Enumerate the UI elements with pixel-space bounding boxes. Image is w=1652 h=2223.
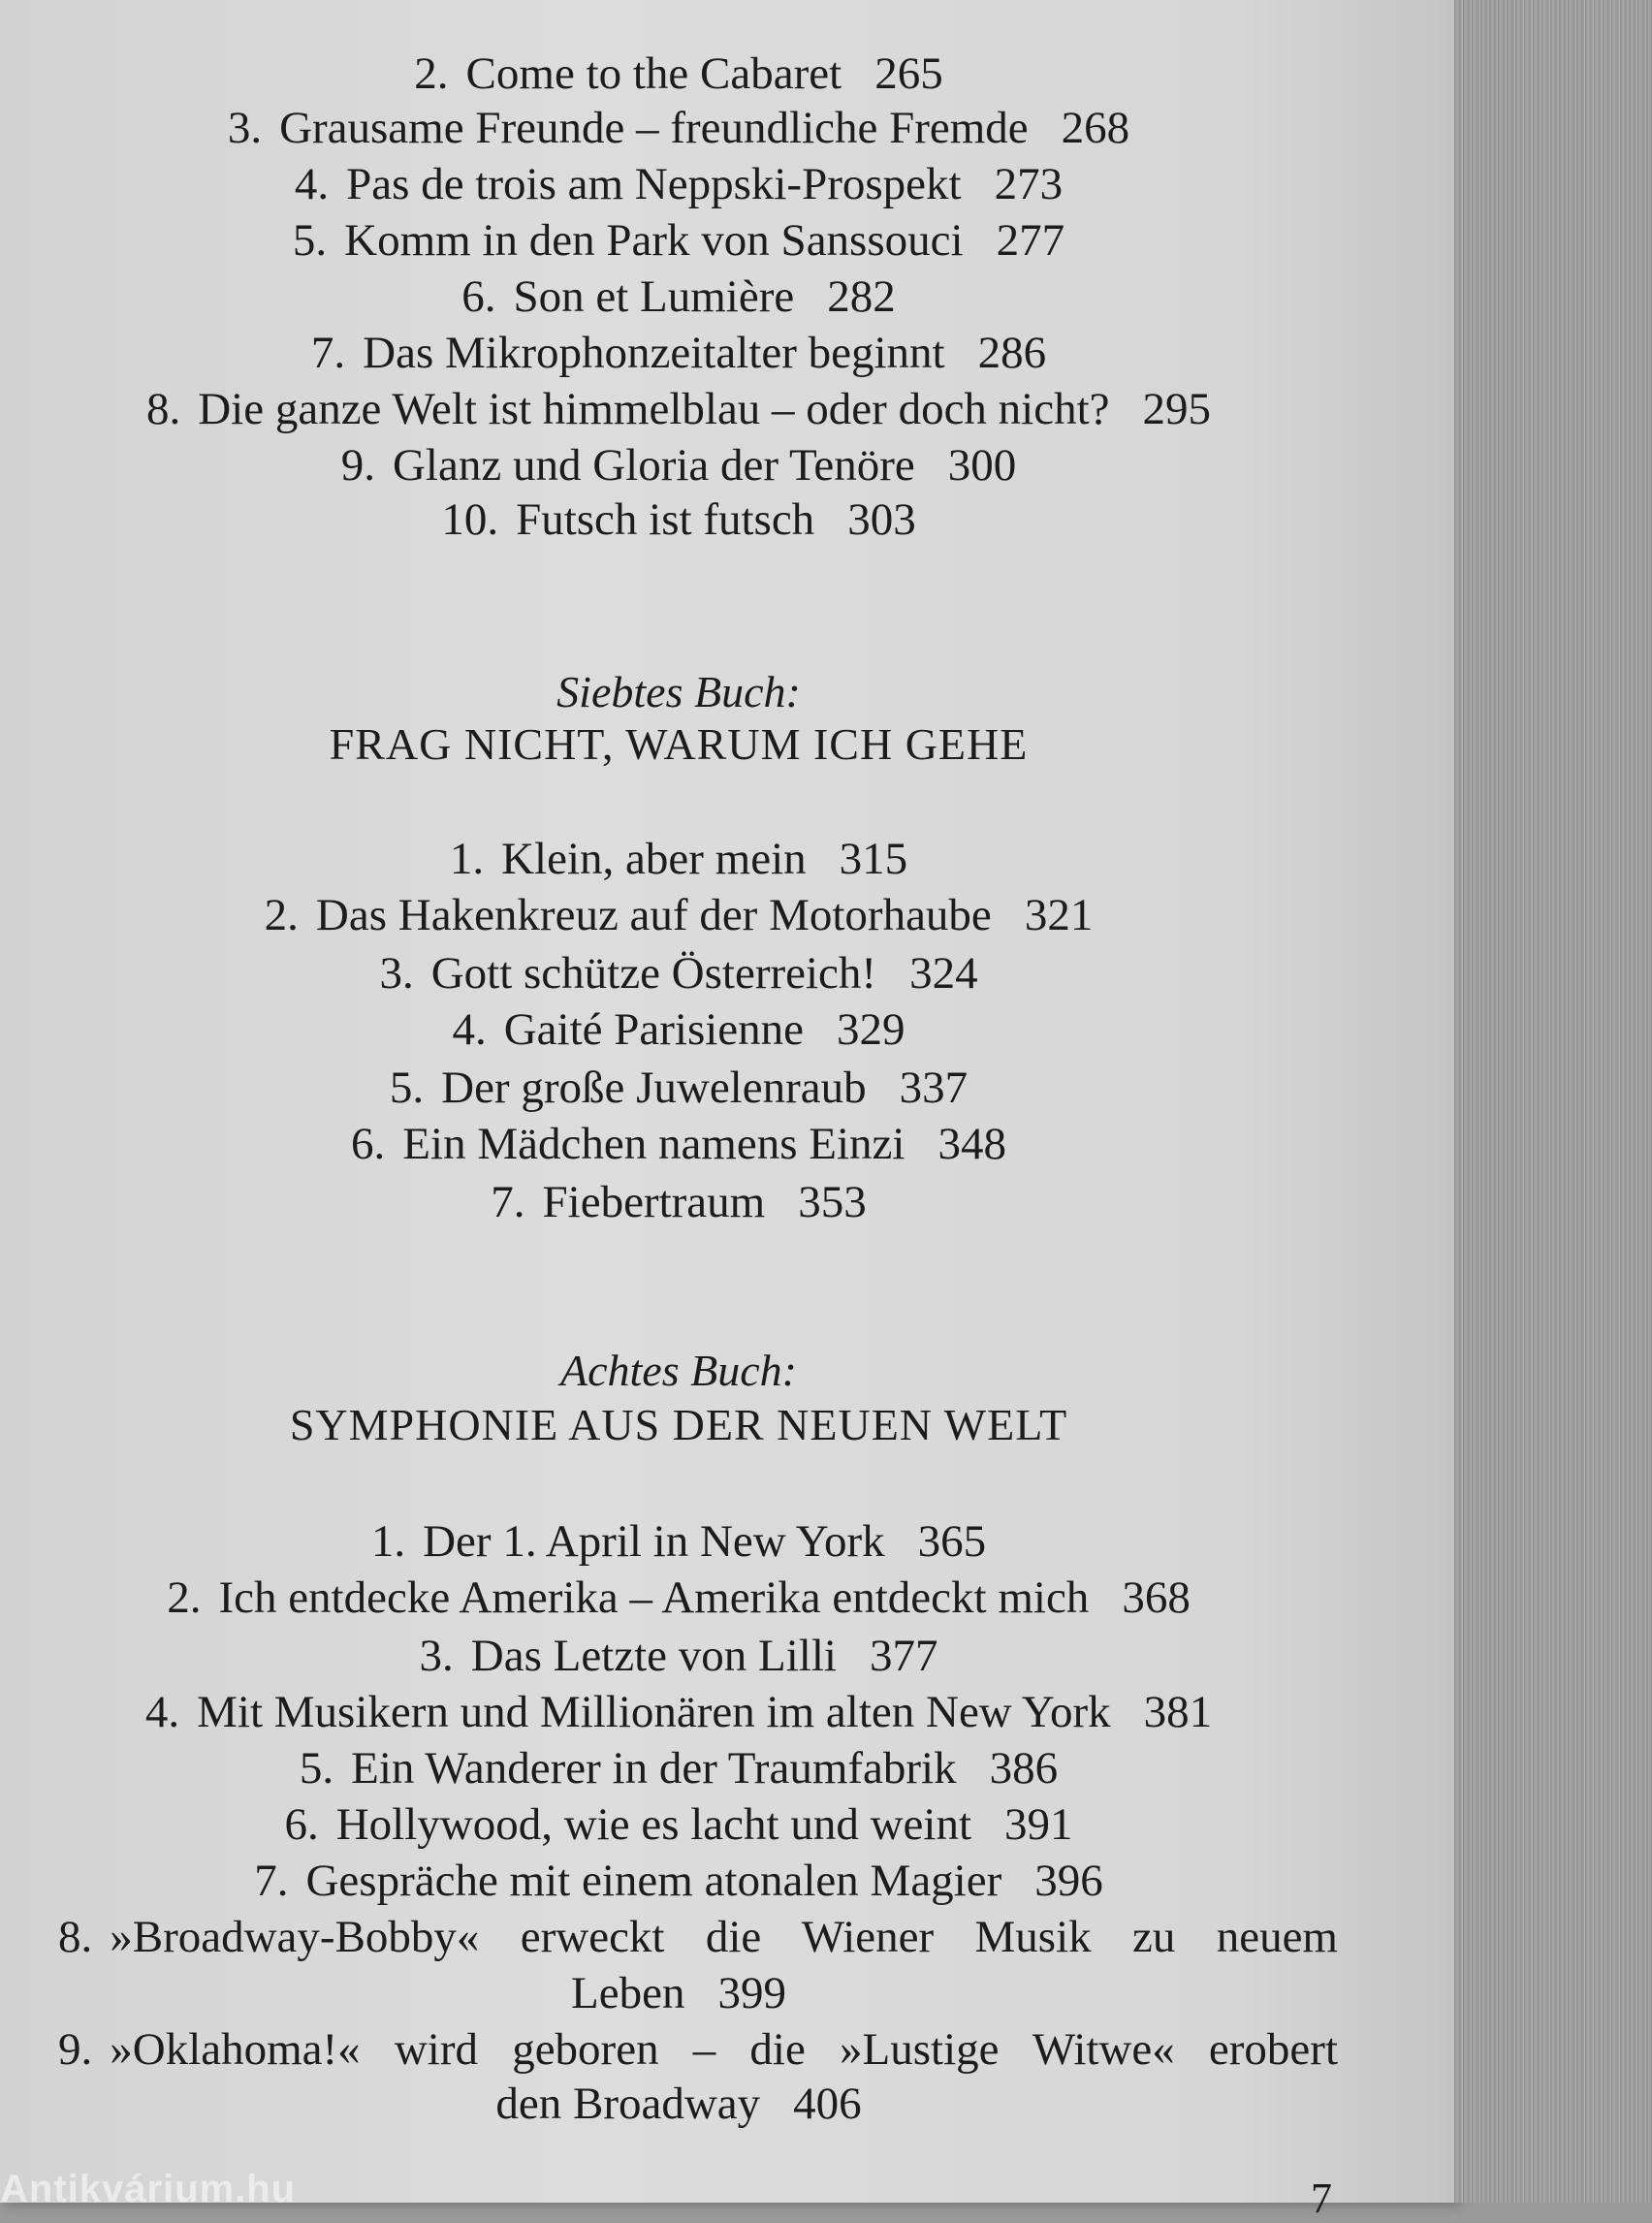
toc-entry: 5. Der große Juwelenraub 337 [389,1063,969,1113]
book-title: SYMPHONIE AUS DER NEUEN WELT [289,1400,1068,1449]
toc-entry-line1: 8. »Broadway-Bobby« erweckt die Wiener Musik zu neuem [58,1912,1338,1962]
toc-entry: 5. Komm in den Park von Sanssouci 277 [292,215,1065,266]
toc-entry: 2. Come to the Cabaret 265 [414,48,943,99]
book-title: FRAG NICHT, WARUM ICH GEHE [329,719,1029,769]
toc-entry-line1: 9. »Oklahoma!« wird geboren – die »Lustige Witwe« erobert [58,2024,1338,2075]
toc-entry: 10. Futsch ist futsch 303 [441,494,916,545]
toc-entry: 7. Das Mikrophonzeitalter beginnt 286 [310,328,1047,378]
toc-entry: 9. Glanz und Gloria der Tenöre 300 [340,440,1017,491]
page-number: 7 [1311,2175,1332,2222]
toc-entry: 4. Mit Musikern und Millionären im alten New York 381 [144,1687,1213,1737]
toc-entry: 5. Ein Wanderer in der Traumfabrik 386 [299,1743,1059,1794]
toc-entry: 6. Hollywood, wie es lacht und weint 391 [284,1799,1073,1850]
toc-entry: 6. Ein Mädchen namens Einzi 348 [351,1119,1006,1169]
page-stack-edge [1454,0,1652,2203]
toc-entry: 4. Pas de trois am Neppski-Prospekt 273 [294,159,1064,209]
toc-entry: 2. Ich entdecke Amerika – Amerika entdeckt mich 368 [167,1572,1191,1623]
watermark: Antikvárium.hu [0,2168,297,2210]
toc-entry: 8. Die ganze Welt ist himmelblau – oder doch nicht? 295 [145,384,1212,434]
book-label: Achtes Buch: [560,1346,797,1395]
toc-entry: 4. Gaité Parisienne 329 [452,1004,905,1055]
toc-entry: 1. Der 1. April in New York 365 [370,1516,987,1567]
toc-entry: 3. Grausame Freunde – freundliche Fremde 268 [227,103,1130,153]
book-label: Siebtes Buch: [556,667,801,716]
toc-entry: 3. Gott schütze Österreich! 324 [379,948,978,999]
toc-entry-line2: Leben 399 [571,1968,786,2018]
toc-entry: 3. Das Letzte von Lilli 377 [419,1631,938,1681]
toc-entry: 1. Klein, aber mein 315 [449,834,908,884]
toc-entry-line2: den Broadway 406 [495,2079,862,2129]
toc-entry: 2. Das Hakenkreuz auf der Motorhaube 321 [264,890,1094,940]
toc-entry: 7. Gespräche mit einem atonalen Magier 396 [254,1856,1103,1906]
toc-entry: 7. Fiebertraum 353 [491,1177,867,1227]
toc-entry: 6. Son et Lumière 282 [461,271,896,322]
